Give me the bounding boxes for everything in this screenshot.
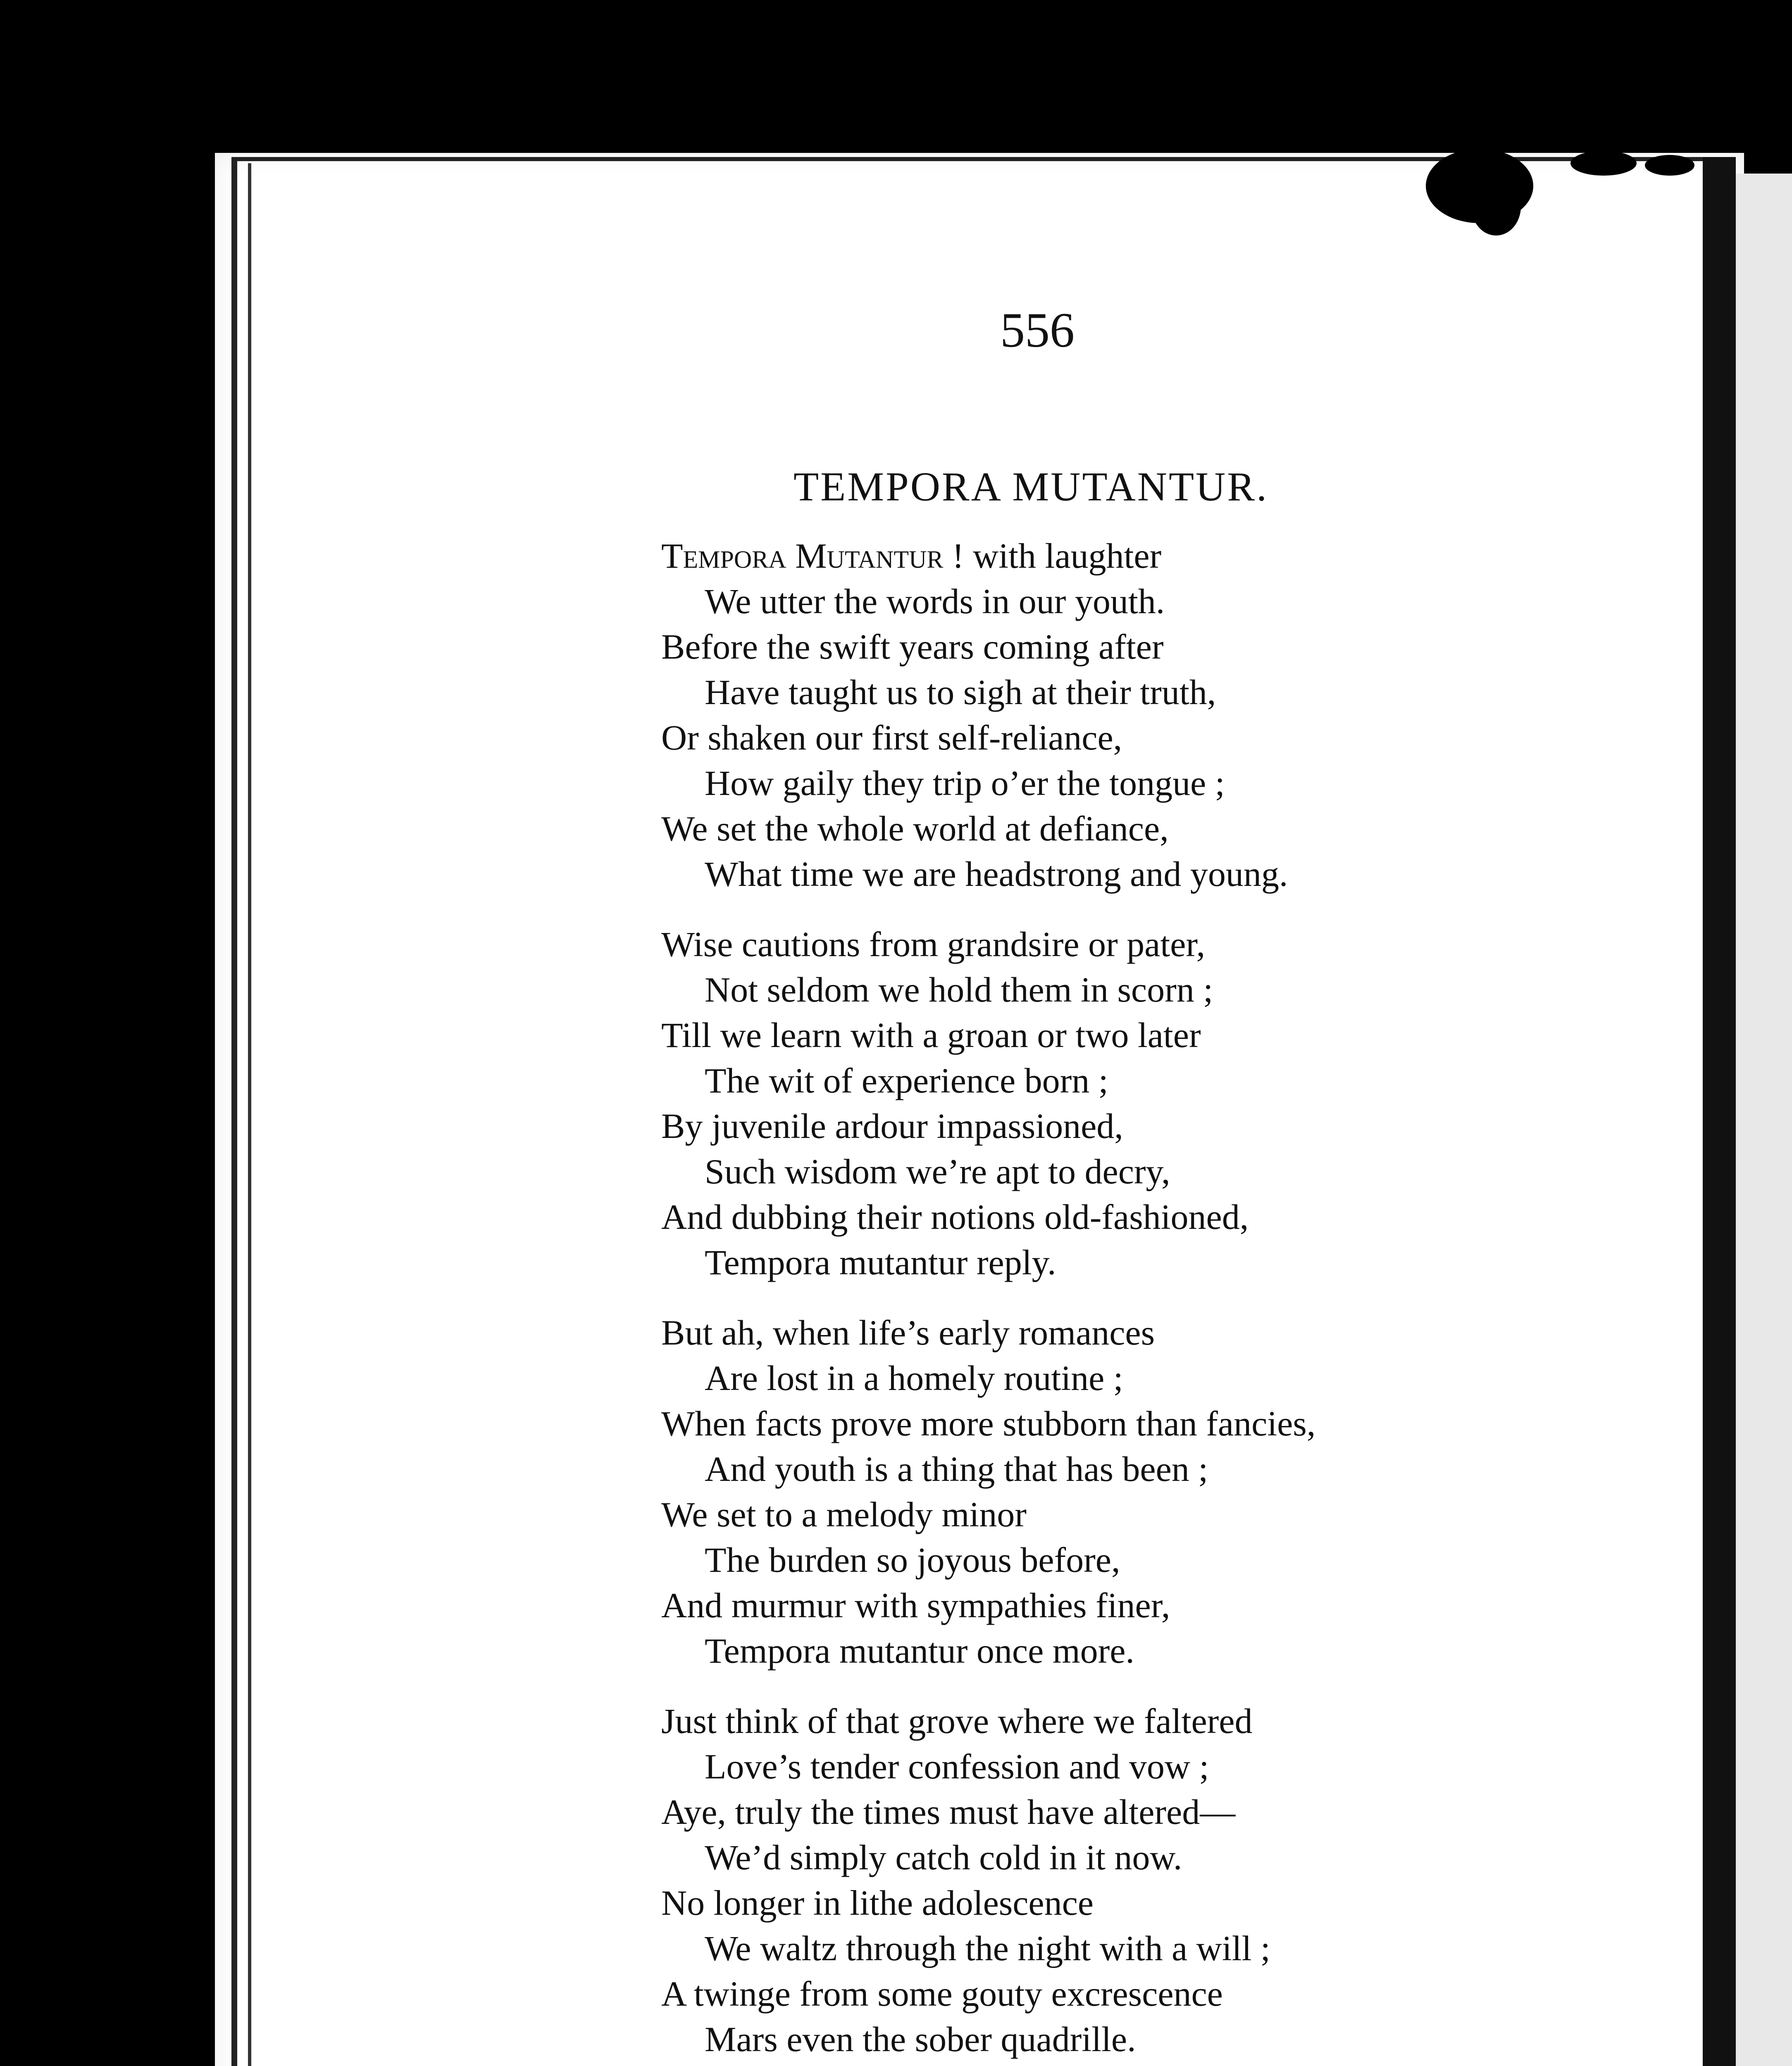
poem-line: Till we learn with a groan or two later	[661, 1015, 1201, 1055]
poem-line: Tempora mutantur once more.	[705, 1631, 1134, 1671]
stanza-gap	[661, 2062, 1315, 2066]
poem-line: The burden so joyous before,	[705, 1540, 1120, 1580]
poem-line: And murmur with sympathies finer,	[661, 1585, 1170, 1625]
poem-line: We’d simply catch cold in it now.	[705, 1838, 1182, 1877]
page-damage-mark	[1471, 178, 1521, 236]
stanza	[661, 1698, 1315, 2062]
poem-title: TEMPORA MUTANTUR.	[794, 464, 1268, 509]
poem-line: By juvenile ardour impassioned,	[661, 1106, 1123, 1146]
poem-line: Wise cautions from grandsire or pater,	[661, 924, 1206, 964]
poem-line: The wit of experience born ;	[705, 1061, 1108, 1100]
poem-line: Love’s tender confession and vow ;	[705, 1747, 1209, 1786]
stanza	[661, 1310, 1315, 1673]
poem-line: But ah, when life’s early romances	[661, 1313, 1155, 1352]
poem-line: Before the swift years coming after	[661, 627, 1164, 666]
page-damage-mark	[1570, 151, 1637, 176]
poem-line: How gaily they trip o’er the tongue ;	[705, 763, 1225, 803]
stanza-gap	[661, 897, 1315, 921]
poem-body	[661, 533, 1315, 2066]
poem-line: Mars even the sober quadrille.	[705, 2019, 1136, 2059]
poem-line: Just think of that grove where we faltered	[661, 1701, 1253, 1741]
stanza	[661, 533, 1315, 897]
stanza	[661, 921, 1315, 1285]
stanza-gap	[661, 1673, 1315, 1698]
poem-line: When facts prove more stubborn than fancies,	[661, 1404, 1316, 1443]
page-damage-mark	[1645, 155, 1694, 176]
poem-line: Or shaken our first self-reliance,	[661, 718, 1122, 757]
poem-line: Such wisdom we’re apt to decry,	[705, 1152, 1170, 1191]
facing-page-edge	[1736, 174, 1792, 2066]
poem-line: We utter the words in our youth.	[705, 581, 1165, 621]
poem-line: No longer in lithe adolescence	[661, 1883, 1094, 1923]
poem-line: Are lost in a homely routine ;	[705, 1358, 1123, 1398]
poem-line: A twinge from some gouty excrescence	[661, 1974, 1223, 2014]
book-gutter	[1703, 157, 1736, 2066]
poem-line: Aye, truly the times must have altered—	[661, 1792, 1236, 1832]
poem-line: And youth is a thing that has been ;	[705, 1449, 1208, 1489]
poem-line: Tempora mutantur reply.	[705, 1242, 1056, 1282]
poem-line: We waltz through the night with a will ;	[705, 1928, 1270, 1968]
page-number: 556	[1000, 302, 1075, 357]
poem-line: Not seldom we hold them in scorn ;	[705, 970, 1213, 1009]
poem-line: Have taught us to sigh at their truth,	[705, 672, 1216, 712]
stanza-gap	[661, 1285, 1315, 1310]
poem-line: And dubbing their notions old-fashioned,	[661, 1197, 1249, 1237]
poem-line: What time we are headstrong and young.	[705, 854, 1288, 894]
poem-line: Tempora Mutantur ! with laughter	[661, 536, 1162, 576]
page-left-border	[231, 161, 237, 2066]
poem-line: We set the whole world at defiance,	[661, 809, 1169, 848]
page-left-inner-border	[248, 163, 251, 2066]
poem-line: We set to a melody minor	[661, 1495, 1027, 1534]
